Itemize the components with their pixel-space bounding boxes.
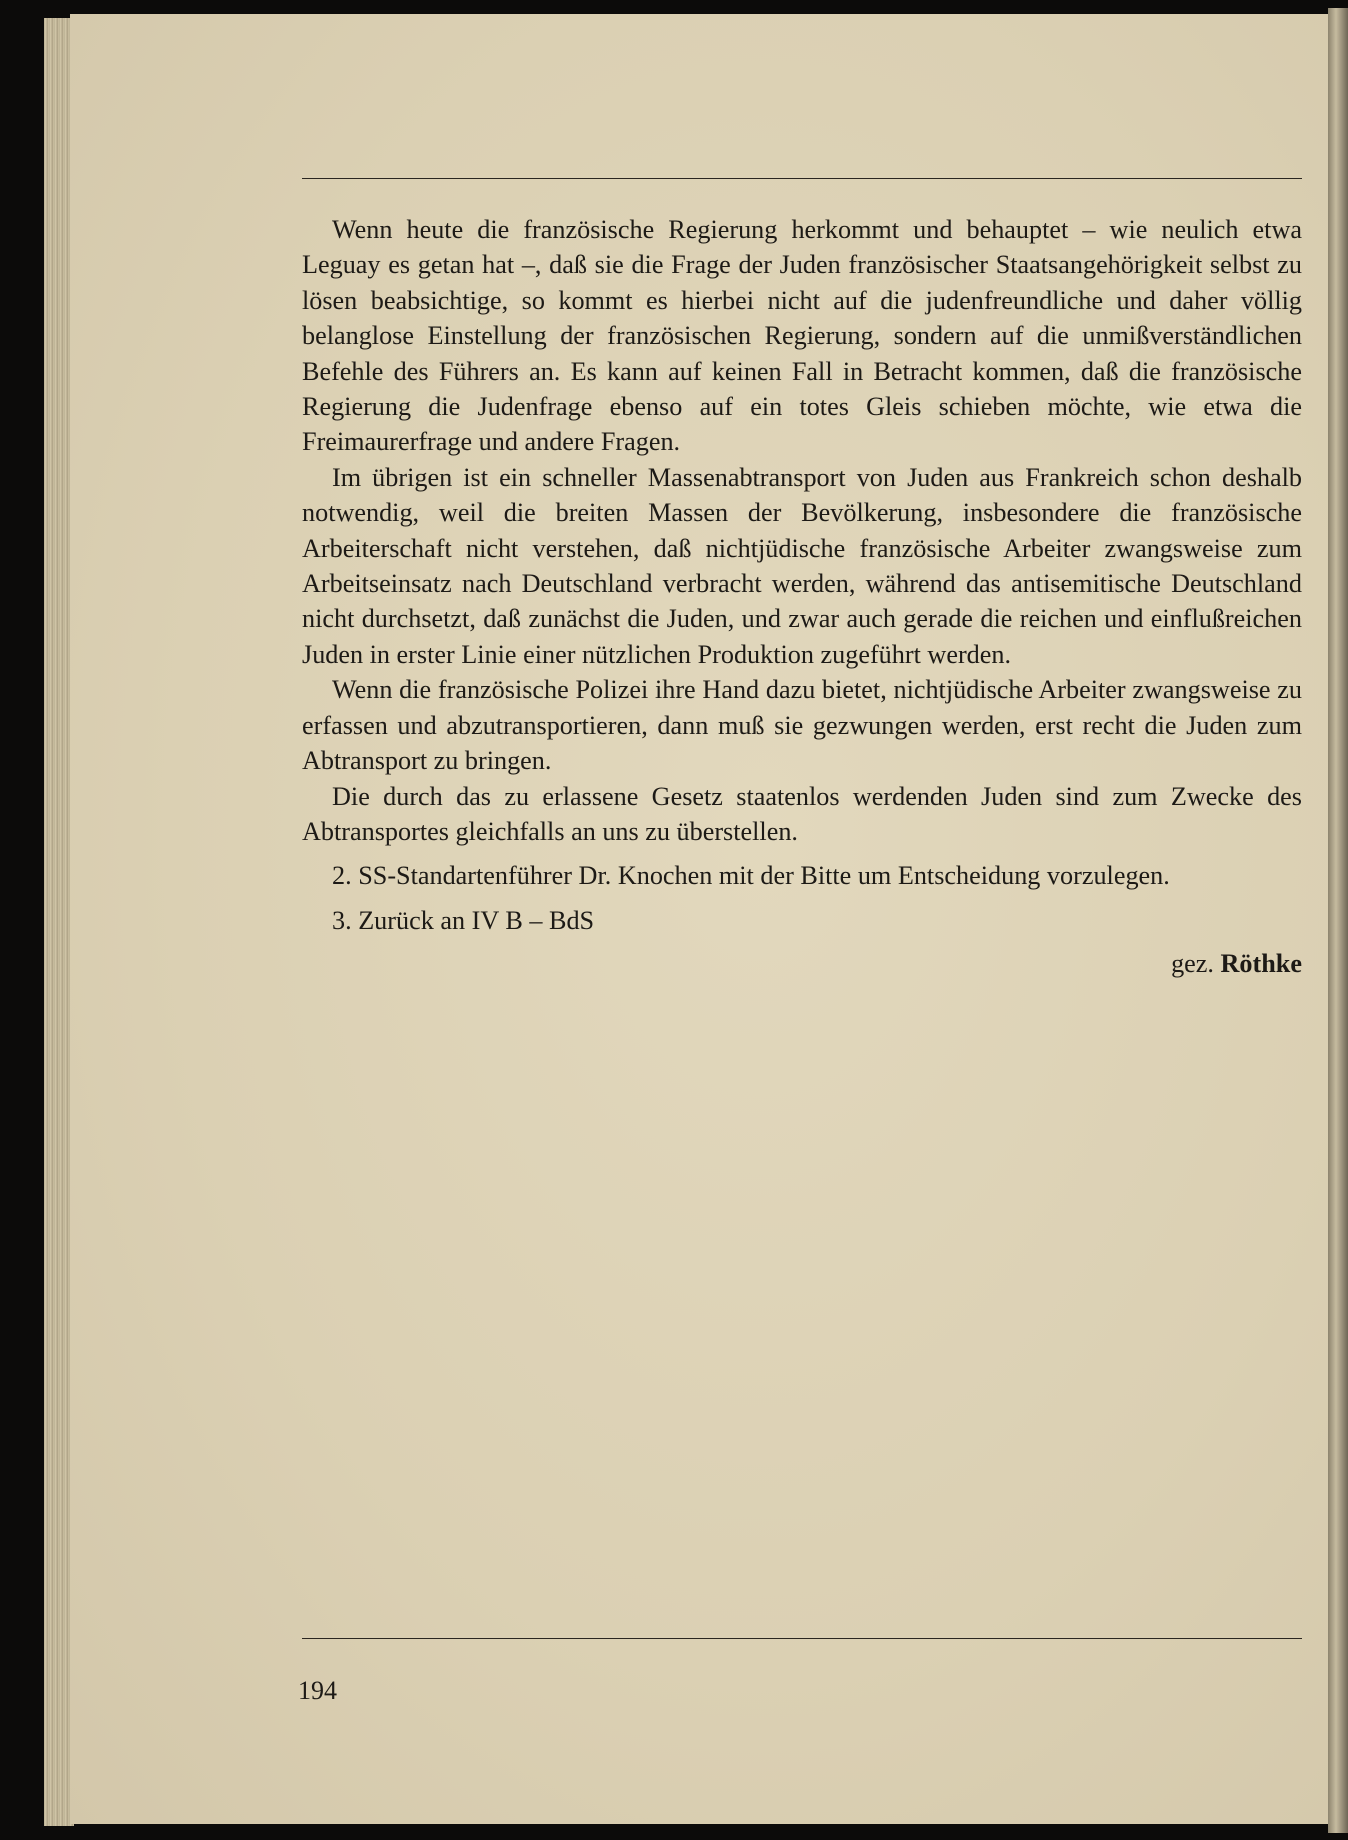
signature-name: Röthke: [1220, 949, 1302, 979]
paragraph-3: Wenn die französische Polizei ihre Hand dazu bietet, nichtjüdische Arbeiter zwangsweise zu erfassen und abzutransportieren, dann muß sie gezwungen werden, erst recht die Juden zum Abtransport zu bringen.: [302, 675, 1302, 776]
paper-page: [70, 14, 1328, 1824]
paragraph-1: Wenn heute die französische Regierung herkommt und behauptet – wie neulich etwa Leguay es getan hat –, daß sie die Frage der Juden französischer Staatsangehörigkeit selbst zu lösen beabsichtige, so kommt es hierbei nicht auf die judenfreundliche und daher völlig belanglose Einstellung der französischen Regierung, sondern auf die unmißverständlichen Befehle des Führers an. Es kann auf keinen Fall in Betracht kommen, daß die französische Regierung die Judenfrage ebenso auf ein totes Gleis schieben möchte, wie etwa die Freimaurerfrage und andere Fragen.: [302, 215, 1302, 457]
bottom-rule: [302, 1638, 1302, 1639]
signature-prefix: gez.: [1171, 949, 1214, 979]
book-edge-right: [1328, 8, 1348, 1833]
signature: [302, 946, 1302, 981]
paragraph-2: Im übrigen ist ein schneller Massenabtransport von Juden aus Frankreich schon deshalb notwendig, weil die breiten Massen der Bevölkerung, insbesondere die französische Arbeiterschaft nicht verstehen, daß nichtjüdische französische Arbeiter zwangsweise zum Arbeitseinsatz nach Deutschland verbracht werden, während das antisemitische Deutschland nicht durchsetzt, daß zunächst die Juden, und zwar auch gerade die reichen und einflußreichen Juden in erster Linie einer nützlichen Produktion zugeführt werden.: [302, 462, 1302, 669]
page-number: 194: [298, 1676, 337, 1705]
item-3: 3. Zurück an IV B – BdS: [332, 905, 595, 935]
top-rule: [302, 178, 1302, 179]
item-2: 2. SS-Standartenführer Dr. Knochen mit der Bitte um Entscheidung vorzulegen.: [332, 861, 1170, 891]
paragraph-4: Die durch das zu erlassene Gesetz staatenlos werdenden Juden sind zum Zwecke des Abtransportes gleichfalls an uns zu überstellen.: [302, 781, 1302, 846]
document-body: [302, 212, 1302, 982]
